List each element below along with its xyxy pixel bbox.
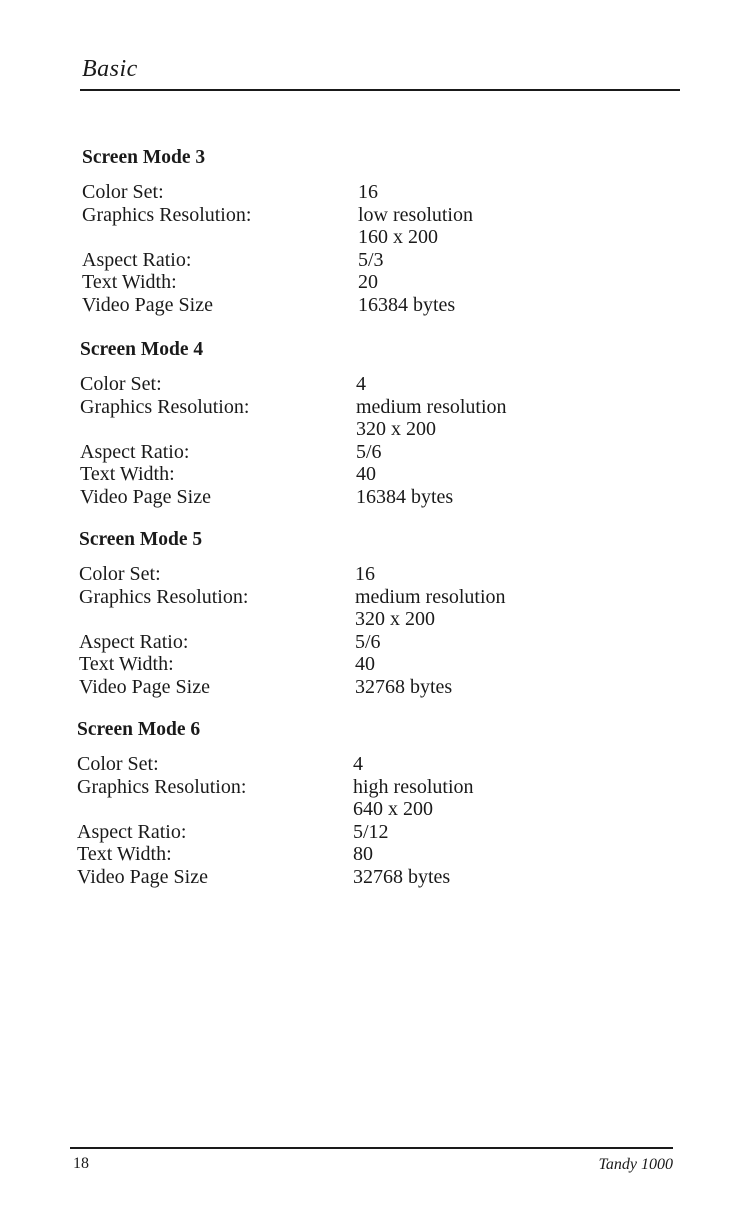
aspect-ratio-label: Aspect Ratio: <box>77 820 187 843</box>
graphics-resolution-size: 320 x 200 <box>355 608 435 630</box>
video-page-size-row <box>77 866 597 889</box>
graphics-resolution-label: Graphics Resolution: <box>79 585 249 608</box>
page-number: 18 <box>73 1155 89 1172</box>
text-width-value: 40 <box>356 463 376 485</box>
graphics-resolution-quality: medium resolution <box>356 395 507 418</box>
video-page-size-label: Video Page Size <box>80 485 211 508</box>
aspect-ratio-label: Aspect Ratio: <box>79 630 189 653</box>
text-width-label: Text Width: <box>79 653 174 675</box>
color-set-value: 16 <box>355 563 375 585</box>
graphics-resolution-quality: high resolution <box>353 775 474 798</box>
screen-mode-3-section <box>82 147 602 316</box>
graphics-resolution-size: 320 x 200 <box>356 418 436 440</box>
video-page-size-label: Video Page Size <box>79 675 210 698</box>
video-page-size-label: Video Page Size <box>77 865 208 888</box>
color-set-value: 4 <box>353 753 363 775</box>
footer-rule <box>70 1147 673 1149</box>
text-width-label: Text Width: <box>77 843 172 865</box>
graphics-resolution-row <box>79 586 599 631</box>
text-width-row <box>77 843 597 866</box>
color-set-row <box>82 181 602 204</box>
graphics-resolution-values <box>353 776 474 821</box>
text-width-value: 20 <box>358 271 378 293</box>
text-width-label: Text Width: <box>80 463 175 485</box>
video-page-size-value: 16384 bytes <box>358 293 456 316</box>
book-title: Tandy 1000 <box>598 1156 673 1173</box>
running-head: Basic <box>82 56 138 82</box>
color-set-label: Color Set: <box>77 753 159 775</box>
aspect-ratio-label: Aspect Ratio: <box>82 248 192 271</box>
video-page-size-value: 16384 bytes <box>356 485 454 508</box>
aspect-ratio-label: Aspect Ratio: <box>80 440 190 463</box>
video-page-size-value: 32768 bytes <box>353 865 451 888</box>
color-set-label: Color Set: <box>82 181 164 203</box>
screen-mode-4-section <box>80 339 600 508</box>
color-set-label: Color Set: <box>79 563 161 585</box>
graphics-resolution-size: 160 x 200 <box>358 226 438 248</box>
graphics-resolution-label: Graphics Resolution: <box>80 395 250 418</box>
text-width-value: 40 <box>355 653 375 675</box>
graphics-resolution-quality: low resolution <box>358 203 473 226</box>
section-title: Screen Mode 6 <box>77 719 201 740</box>
graphics-resolution-quality: medium resolution <box>355 585 506 608</box>
screen-mode-6-section <box>77 719 597 888</box>
graphics-resolution-label: Graphics Resolution: <box>77 775 247 798</box>
graphics-resolution-row <box>82 204 602 249</box>
graphics-resolution-values <box>356 396 507 441</box>
section-title: Screen Mode 3 <box>82 147 206 168</box>
header-rule <box>80 89 680 91</box>
color-set-value: 4 <box>356 373 366 395</box>
aspect-ratio-value: 5/6 <box>355 630 381 653</box>
aspect-ratio-row <box>77 821 597 844</box>
screen-mode-5-section <box>79 529 599 698</box>
video-page-size-value: 32768 bytes <box>355 675 453 698</box>
color-set-value: 16 <box>358 181 378 203</box>
text-width-row <box>79 653 599 676</box>
graphics-resolution-row <box>77 776 597 821</box>
aspect-ratio-row <box>80 441 600 464</box>
graphics-resolution-values <box>355 586 506 631</box>
video-page-size-label: Video Page Size <box>82 293 213 316</box>
video-page-size-row <box>79 676 599 699</box>
color-set-row <box>77 753 597 776</box>
section-title: Screen Mode 4 <box>80 339 204 360</box>
section-title: Screen Mode 5 <box>79 529 203 550</box>
color-set-label: Color Set: <box>80 373 162 395</box>
graphics-resolution-size: 640 x 200 <box>353 798 433 820</box>
aspect-ratio-value: 5/12 <box>353 820 389 843</box>
color-set-row <box>79 563 599 586</box>
aspect-ratio-row <box>82 249 602 272</box>
color-set-row <box>80 373 600 396</box>
text-width-row <box>82 271 602 294</box>
graphics-resolution-label: Graphics Resolution: <box>82 203 252 226</box>
aspect-ratio-row <box>79 631 599 654</box>
video-page-size-row <box>80 486 600 509</box>
video-page-size-row <box>82 294 602 317</box>
aspect-ratio-value: 5/6 <box>356 440 382 463</box>
graphics-resolution-values <box>358 204 473 249</box>
graphics-resolution-row <box>80 396 600 441</box>
text-width-value: 80 <box>353 843 373 865</box>
text-width-label: Text Width: <box>82 271 177 293</box>
aspect-ratio-value: 5/3 <box>358 248 384 271</box>
text-width-row <box>80 463 600 486</box>
